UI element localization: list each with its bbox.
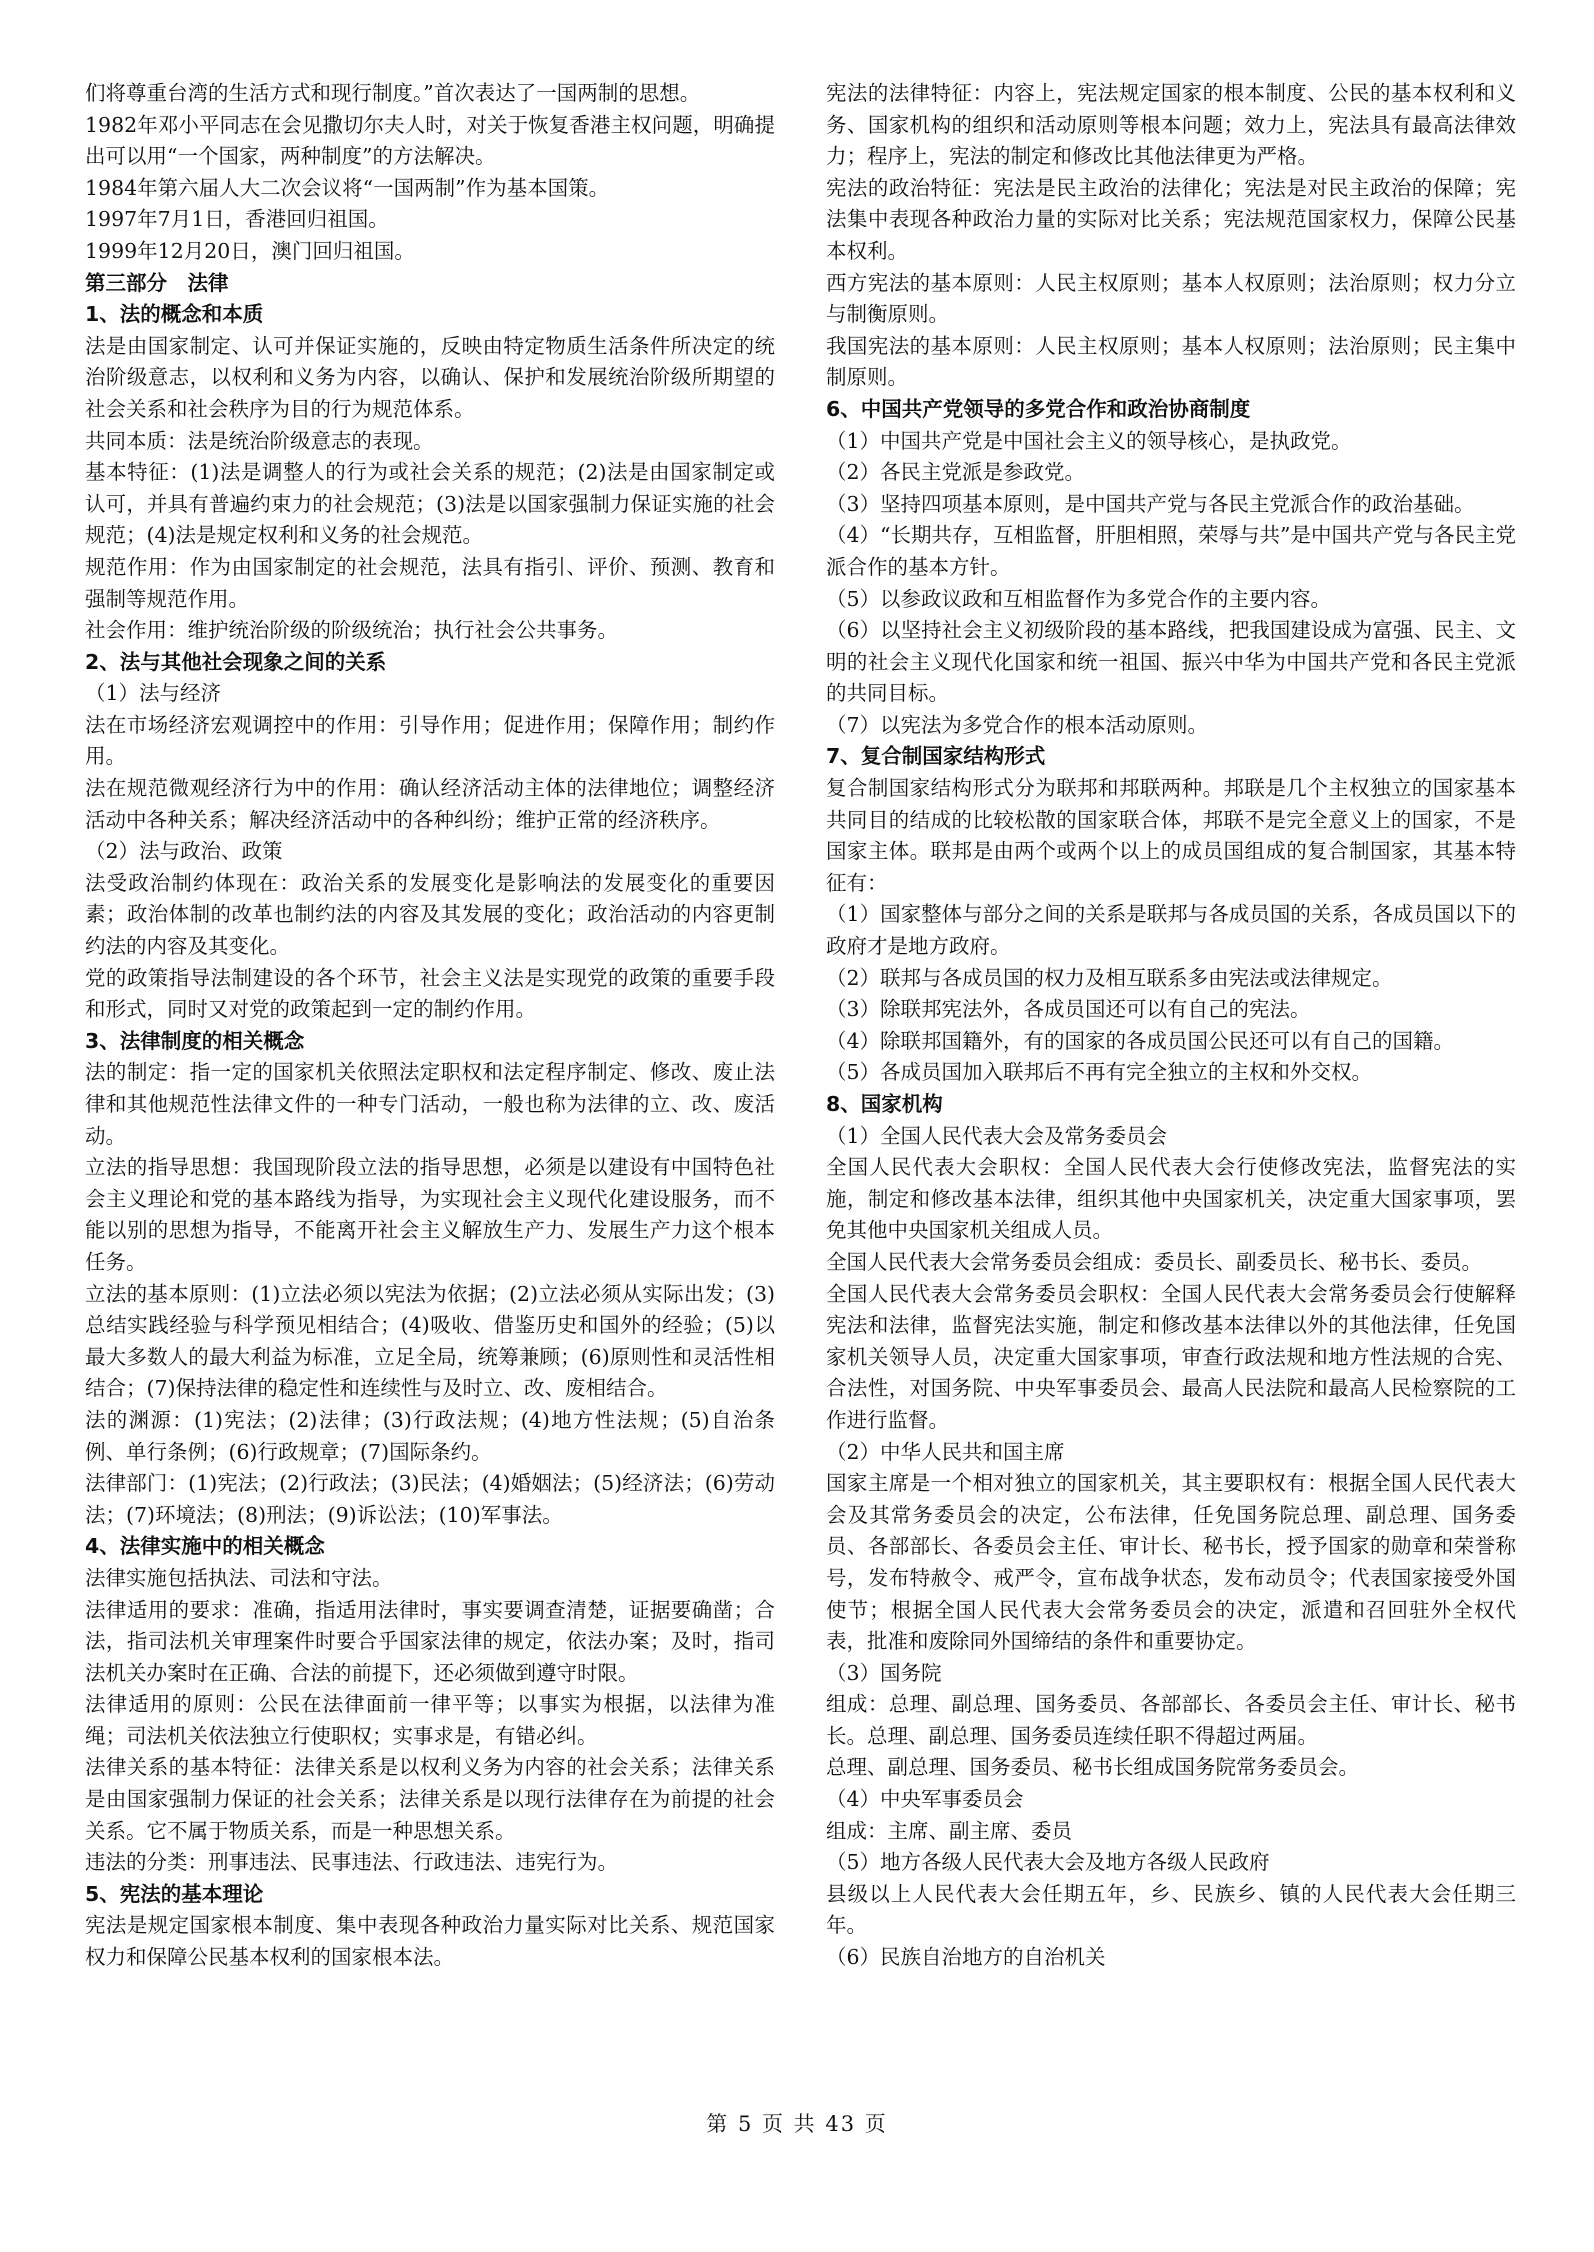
paragraph: 我国宪法的基本原则：人民主权原则；基本人权原则；法治原则；民主集中制原则。 [826,333,1516,390]
paragraph: （3）国务院 [826,1660,942,1685]
paragraph: 宪法的法律特征：内容上，宪法规定国家的根本制度、公民的基本权利和义务、国家机构的组织和活动原则等根本问题；效力上，宪法具有最高法律效力；程序上，宪法的制定和修改比其他法律更为严格。 [826,81,1516,169]
paragraph: （4）“长期共存，互相监督，肝胆相照，荣辱与共”是中国共产党与各民主党派合作的基本方针。 [826,523,1517,579]
paragraph: （4）除联邦国籍外，有的国家的各成员国公民还可以有自己的国籍。 [826,1028,1455,1053]
paragraph: 宪法是规定国家根本制度、集中表现各种政治力量实际对比关系、规范国家权力和保障公民基本权利的国家根本法。 [85,1913,775,1970]
left-column [85,78,775,1974]
paragraph: 法律实施包括执法、司法和守法。 [85,1565,393,1590]
paragraph: 法是由国家制定、认可并保证实施的，反映由特定物质生活条件所决定的统治阶级意志，以权利和义务为内容，以确认、保护和发展统治阶级所期望的社会关系和社会秩序为目的行为规范体系。 [85,333,775,421]
right-column [826,78,1516,1974]
paragraph: （1）中国共产党是中国社会主义的领导核心，是执政党。 [826,428,1352,453]
paragraph: （7）以宪法为多党合作的根本活动原则。 [826,712,1209,737]
paragraph: （3）除联邦宪法外，各成员国还可以有自己的宪法。 [826,997,1311,1022]
paragraph: （2）法与政治、政策 [85,839,283,864]
paragraph: 全国人民代表大会职权：全国人民代表大会行使修改宪法，监督宪法的实施，制定和修改基本法律，组织其他中央国家机关，决定重大国家事项，罢免其他中央国家机关组成人员。 [826,1155,1516,1243]
section-heading: 4、法律实施中的相关概念 [85,1534,325,1559]
paragraph: （1）法与经济 [85,681,222,706]
paragraph: 国家主席是一个相对独立的国家机关，其主要职权有：根据全国人民代表大会及其常务委员会的决定，公布法律，任免国务院总理、副总理、国务委员、各部部长、各委员会主任、审计长、秘书长，授予国家的勋章和荣誉称号，发布特赦令、戒严令，宣布战争状态，发布动员令；代表国家接受外国使节；根据全国人民代表大会常务委员会的决定，派遣和召回驻外全权代表，批准和废除同外国缔结的条件和重要协定。 [826,1471,1516,1654]
paragraph: （6）民族自治地方的自治机关 [826,1945,1106,1970]
paragraph: 组成：总理、副总理、国务委员、各部部长、各委员会主任、审计长、秘书长。总理、副总理、国务委员连续任职不得超过两届。 [826,1692,1516,1748]
paragraph: 西方宪法的基本原则：人民主权原则；基本人权原则；法治原则；权力分立与制衡原则。 [826,270,1516,327]
paragraph: 法的制定：指一定的国家机关依照法定职权和法定程序制定、修改、废止法律和其他规范性法律文件的一种专门活动，一般也称为法律的立、改、废活动。 [85,1060,775,1148]
paragraph: 立法的基本原则：(1)立法必须以宪法为依据；(2)立法必须从实际出发；(3)总结实践经验与科学预见相结合；(4)吸收、借鉴历史和国外的经验；(5)以最大多数人的最大利益为标准，立足全局，统筹兼顾；(6)原则性和灵活性相结合；(7)保持法律的稳定性和连续性与及时立、改、废相结合。 [85,1281,775,1401]
paragraph: 总理、副总理、国务委员、秘书长组成国务院常务委员会。 [826,1755,1359,1780]
paragraph: 法的渊源：(1)宪法；(2)法律；(3)行政法规；(4)地方性法规；(5)自治条例、单行条例；(6)行政规章；(7)国际条约。 [85,1407,775,1464]
paragraph: 1997年7月1日，香港回归祖国。 [85,207,389,232]
paragraph: 共同本质：法是统治阶级意志的表现。 [85,428,434,453]
paragraph: 立法的指导思想：我国现阶段立法的指导思想，必须是以建设有中国特色社会主义理论和党的基本路线为指导，为实现社会主义现代化建设服务，而不能以别的思想为指导，不能离开社会主义解放生产力、发展生产力这个根本任务。 [85,1155,775,1274]
paragraph: （6）以坚持社会主义初级阶段的基本路线，把我国建设成为富强、民主、文明的社会主义现代化国家和统一祖国、振兴中华为中国共产党和各民主党派的共同目标。 [826,618,1516,706]
paragraph: （2）联邦与各成员国的权力及相互联系多由宪法或法律规定。 [826,965,1393,990]
paragraph: 法受政治制约体现在：政治关系的发展变化是影响法的发展变化的重要因素；政治体制的改革也制约法的内容及其发展的变化；政治活动的内容更制约法的内容及其变化。 [85,870,775,959]
paragraph: 社会作用：维护统治阶级的阶级统治；执行社会公共事务。 [85,618,618,643]
paragraph: 法在规范微观经济行为中的作用：确认经济活动主体的法律地位；调整经济活动中各种关系；解决经济活动中的各种纠纷；维护正常的经济秩序。 [85,776,775,832]
paragraph: （2）中华人民共和国主席 [826,1439,1065,1464]
paragraph: 法律适用的要求：准确，指适用法律时，事实要调查清楚，证据要确凿；合法，指司法机关审理案件时要合乎国家法律的规定，依法办案；及时，指司法机关办案时在正确、合法的前提下，还必须做到遵守时限。 [85,1597,775,1685]
paragraph: （4）中央军事委员会 [826,1787,1024,1812]
section-heading: 8、国家机构 [826,1092,943,1116]
paragraph: 们将尊重台湾的生活方式和现行制度。”首次表达了一国两制的思想。 [85,81,701,105]
page-footer: 第 5 页 共 43 页 [706,2112,888,2136]
paragraph: 县级以上人民代表大会任期五年，乡、民族乡、镇的人民代表大会任期三年。 [826,1881,1516,1938]
section-heading: 5、宪法的基本理论 [85,1881,264,1906]
section-heading: 7、复合制国家结构形式 [826,744,1046,769]
paragraph: 全国人民代表大会常务委员会职权：全国人民代表大会常务委员会行使解释宪法和法律，监督宪法实施，制定和修改基本法律以外的其他法律，任免国家机关领导人员，决定重大国家事项，审查行政法规和地方性法规的合宪、合法性，对国务院、中央军事委员会、最高人民法院和最高人民检察院的工作进行监督。 [826,1281,1516,1432]
paragraph: 法律关系的基本特征：法律关系是以权利义务为内容的社会关系；法律关系是由国家强制力保证的社会关系；法律关系是以现行法律存在为前提的社会关系。它不属于物质关系，而是一种思想关系。 [85,1755,775,1843]
paragraph: 法律部门：(1)宪法；(2)行政法；(3)民法；(4)婚姻法；(5)经济法；(6)劳动法；(7)环境法；(8)刑法；(9)诉讼法；(10)军事法。 [85,1471,775,1527]
section-heading: 第三部分 法律 [85,270,229,295]
paragraph: 组成：主席、副主席、委员 [826,1818,1072,1843]
paragraph: （2）各民主党派是参政党。 [826,460,1086,485]
paragraph: （5）地方各级人民代表大会及地方各级人民政府 [826,1850,1270,1875]
paragraph: 党的政策指导法制建设的各个环节，社会主义法是实现党的政策的重要手段和形式，同时又对党的政策起到一定的制约作用。 [85,965,775,1022]
paragraph: 基本特征：(1)法是调整人的行为或社会关系的规范；(2)法是由国家制定或认可，并具有普遍约束力的社会规范；(3)法是以国家强制力保证实施的社会规范；(4)法是规定权利和义务的社会规范。 [85,460,775,548]
paragraph: 法在市场经济宏观调控中的作用：引导作用；促进作用；保障作用；制约作用。 [85,712,775,769]
paragraph: 1999年12月20日，澳门回归祖国。 [85,238,415,263]
paragraph: 违法的分类：刑事违法、民事违法、行政违法、违宪行为。 [85,1850,618,1875]
paragraph: 宪法的政治特征：宪法是民主政治的法律化；宪法是对民主政治的保障；宪法集中表现各种政治力量的实际对比关系；宪法规范国家权力，保障公民基本权利。 [826,175,1516,263]
paragraph: 1984年第六届人大二次会议将“一国两制”作为基本国策。 [85,175,610,200]
paragraph: 法律适用的原则：公民在法律面前一律平等；以事实为根据，以法律为准绳；司法机关依法独立行使职权；实事求是，有错必纠。 [85,1692,775,1748]
paragraph: 复合制国家结构形式分为联邦和邦联两种。邦联是几个主权独立的国家基本共同目的结成的比较松散的国家联合体，邦联不是完全意义上的国家，不是国家主体。联邦是由两个或两个以上的成员国组成的复合制国家，其基本特征有： [826,776,1516,895]
paragraph: （3）坚持四项基本原则，是中国共产党与各民主党派合作的政治基础。 [826,491,1475,516]
section-heading: 6、中国共产党领导的多党合作和政治协商制度 [826,396,1251,421]
paragraph: （1）全国人民代表大会及常务委员会 [826,1123,1168,1148]
section-heading: 3、法律制度的相关概念 [85,1028,305,1053]
paragraph: （5）各成员国加入联邦后不再有完全独立的主权和外交权。 [826,1060,1373,1085]
paragraph: 全国人民代表大会常务委员会组成：委员长、副委员长、秘书长、委员。 [826,1249,1482,1274]
section-heading: 2、法与其他社会现象之间的关系 [85,649,387,674]
paragraph: 1982年邓小平同志在会见撒切尔夫人时，对关于恢复香港主权问题，明确提出可以用“一个国家，两种制度”的方法解决。 [85,112,775,169]
paragraph: 规范作用：作为由国家制定的社会规范，法具有指引、评价、预测、教育和强制等规范作用。 [85,554,775,611]
section-heading: 1、法的概念和本质 [85,302,264,327]
paragraph: （5）以参政议政和互相监督作为多党合作的主要内容。 [826,586,1332,611]
paragraph: （1）国家整体与部分之间的关系是联邦与各成员国的关系，各成员国以下的政府才是地方政府。 [826,902,1516,959]
